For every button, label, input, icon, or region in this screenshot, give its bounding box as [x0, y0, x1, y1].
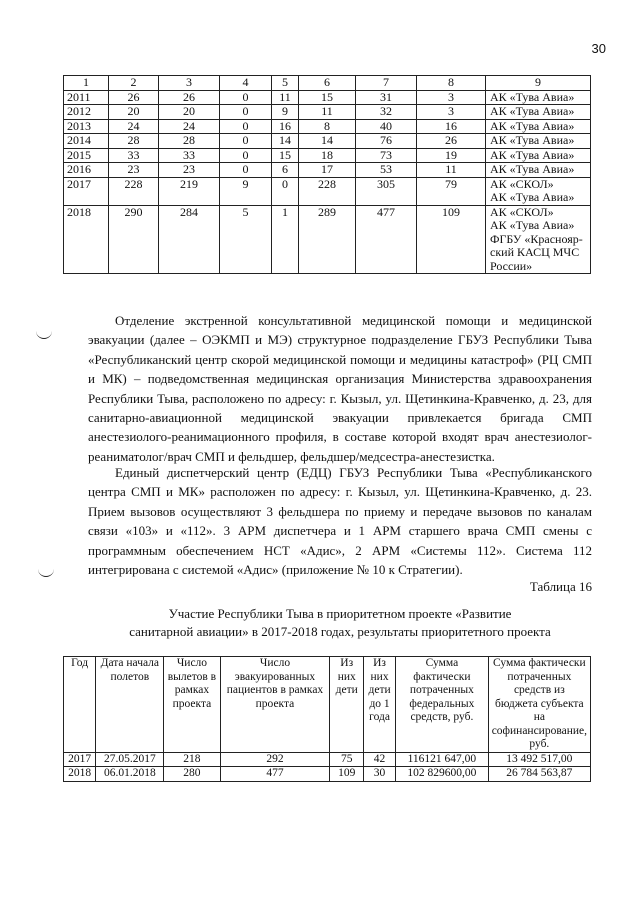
col-header: 1 — [64, 76, 109, 91]
table-cell: 76 — [356, 134, 417, 149]
operator-line: АК «СКОЛ» — [490, 204, 554, 219]
table-cell: 5 — [220, 205, 272, 274]
operator-cell — [486, 163, 591, 178]
table-cell: 73 — [356, 148, 417, 163]
table-cell: 20 — [159, 105, 220, 120]
table-cell: 228 — [299, 177, 356, 205]
table-cell: 23 — [109, 163, 159, 178]
col-header: Число вылетов в рамках проекта — [164, 657, 220, 753]
table-cell: 19 — [417, 148, 486, 163]
table-cell: 15 — [272, 148, 299, 163]
table-cell: 9 — [272, 105, 299, 120]
page-number: 30 — [591, 41, 606, 56]
table-cell: 79 — [417, 177, 486, 205]
paragraph-text: Отделение экстренной консультативной медицинской помощи и медицинской эвакуации (далее – ОЭКМП и МЭ) структурное подразделение ГБУЗ Республики Тыва «Республиканский центр скорой медицинской помощи и медицины катастроф» (РЦ СМП и МК) – подведомственная медицинская организация Министерства здравоохранения Республики Тыва, расположено по адресу: г. Кызыл, ул. Щетинкина-Кравченко, д. 23, для санитарно-авиационной медицинской эвакуации привлекается бригада СМП анестезиолого-реанимационного профиля, в составе которой входят врач анестезиолог-реаниматолог/врач СМП и фельдшер, фельдшер/медсестра-анестезистка. — [88, 313, 592, 464]
year-cell: 2017 — [64, 177, 109, 205]
table-row — [64, 105, 591, 120]
col-header: Год — [64, 657, 96, 753]
operator-cell — [486, 134, 591, 149]
table-cell: 9 — [220, 177, 272, 205]
table-caption — [100, 605, 580, 641]
col-header: Дата начала полетов — [96, 657, 164, 753]
table-cell: 0 — [272, 177, 299, 205]
table-cell: 0 — [220, 163, 272, 178]
table-row — [64, 163, 591, 178]
table-cell: 16 — [417, 119, 486, 134]
year-cell: 2014 — [64, 134, 109, 149]
aviation-stats-table — [63, 75, 591, 274]
table-cell: 0 — [220, 134, 272, 149]
table-cell: 2018 — [64, 767, 96, 782]
table-cell: 0 — [220, 90, 272, 105]
operator-cell — [486, 148, 591, 163]
caption-line: санитарной авиации» в 2017-2018 годах, результаты приоритетного проекта — [129, 624, 551, 639]
paragraph-edc — [88, 463, 592, 579]
table-cell: 20 — [109, 105, 159, 120]
col-header: Число эвакуированных пациентов в рамках проекта — [220, 657, 330, 753]
table-cell: 102 829600,00 — [396, 767, 489, 782]
table-cell: 3 — [417, 90, 486, 105]
table-cell: 30 — [364, 767, 396, 782]
operator-line: АК «Тува Авиа» — [490, 162, 575, 176]
year-cell: 2018 — [64, 205, 109, 274]
col-header: 6 — [299, 76, 356, 91]
table-cell: 42 — [364, 752, 396, 767]
table-cell: 26 — [109, 90, 159, 105]
year-cell: 2016 — [64, 163, 109, 178]
table-cell: 289 — [299, 205, 356, 274]
table-cell: 24 — [159, 119, 220, 134]
table-cell: 27.05.2017 — [96, 752, 164, 767]
table-cell: 0 — [220, 148, 272, 163]
col-header: 8 — [417, 76, 486, 91]
table-cell: 284 — [159, 205, 220, 274]
col-header: 9 — [486, 76, 591, 91]
table-cell: 14 — [299, 134, 356, 149]
table-cell: 8 — [299, 119, 356, 134]
table-cell: 24 — [109, 119, 159, 134]
table-cell: 28 — [159, 134, 220, 149]
table-cell: 477 — [220, 767, 330, 782]
table-header-row — [64, 657, 591, 753]
paragraph-text: Единый диспетчерский центр (ЕДЦ) ГБУЗ Республики Тыва «Республиканского центра СМП и МК» расположен по адресу: г. Кызыл, ул. Щетинкина-Кравченко, д. 23. Прием вызовов осуществляют 3 фельдшера по приему и передаче вызовов по каналам связи «103» и «112». 3 АРМ диспетчера и 1 АРМ старшего врача СМП смены с программным обеспечением НСТ «Адис», 2 АРМ «Системы 112». Система 112 интегрирована с системой «Адис» (приложение № 10 к Стратегии). — [88, 465, 592, 578]
table-cell: 32 — [356, 105, 417, 120]
table-cell: 40 — [356, 119, 417, 134]
table-cell: 116121 647,00 — [396, 752, 489, 767]
table-cell: 218 — [164, 752, 220, 767]
operator-cell — [486, 205, 591, 274]
year-cell: 2012 — [64, 105, 109, 120]
table-row — [64, 119, 591, 134]
table-row — [64, 752, 591, 767]
table-cell: 16 — [272, 119, 299, 134]
table-cell: 75 — [330, 752, 364, 767]
year-cell: 2011 — [64, 90, 109, 105]
table-cell: 18 — [299, 148, 356, 163]
table-cell: 11 — [299, 105, 356, 120]
table-cell: 292 — [220, 752, 330, 767]
table-row — [64, 767, 591, 782]
col-header: 3 — [159, 76, 220, 91]
operator-line: ский КАСЦ МЧС — [490, 245, 580, 259]
table-cell: 305 — [356, 177, 417, 205]
margin-mark — [38, 568, 54, 577]
operator-line: АК «Тува Авиа» — [490, 133, 575, 147]
table-cell: 31 — [356, 90, 417, 105]
operator-line: АК «Тува Авиа» — [490, 89, 575, 104]
operator-line: АК «Тува Авиа» — [490, 147, 575, 162]
col-header: Из них дети до 1 года — [364, 657, 396, 753]
margin-mark — [36, 330, 52, 339]
table-row — [64, 134, 591, 149]
operator-cell — [486, 119, 591, 134]
table-label: Таблица 16 — [529, 579, 592, 594]
operator-line: ФГБУ «Краснояр- — [490, 231, 583, 246]
table-cell: 53 — [356, 163, 417, 178]
operator-line: АК «Тува Авиа» — [490, 218, 575, 232]
table-cell: 26 — [159, 90, 220, 105]
table-cell: 280 — [164, 767, 220, 782]
col-header: 4 — [220, 76, 272, 91]
col-header: 7 — [356, 76, 417, 91]
table-cell: 11 — [417, 163, 486, 178]
table-cell: 26 784 563,87 — [488, 767, 590, 782]
operator-line: АК «СКОЛ» — [490, 176, 554, 191]
paragraph-oekmp — [88, 311, 592, 466]
priority-project-table — [63, 656, 591, 782]
table-cell: 109 — [417, 205, 486, 274]
col-header: Из них дети — [330, 657, 364, 753]
table-cell: 109 — [330, 767, 364, 782]
col-header: Сумма фактически потраченных федеральных средств, руб. — [396, 657, 489, 753]
table-cell: 3 — [417, 105, 486, 120]
table-cell: 2017 — [64, 752, 96, 767]
operator-line: АК «Тува Авиа» — [490, 118, 575, 133]
table-cell: 219 — [159, 177, 220, 205]
table-cell: 1 — [272, 205, 299, 274]
col-header: 5 — [272, 76, 299, 91]
operator-cell — [486, 177, 591, 205]
table-cell: 33 — [109, 148, 159, 163]
operator-line: России» — [490, 258, 533, 273]
table-row — [64, 205, 591, 274]
table-cell: 477 — [356, 205, 417, 274]
operator-cell — [486, 105, 591, 120]
table-cell: 11 — [272, 90, 299, 105]
table-cell: 33 — [159, 148, 220, 163]
caption-line: Участие Республики Тыва в приоритетном проекте «Развитие — [168, 606, 512, 621]
table-cell: 13 492 517,00 — [488, 752, 590, 767]
table-cell: 0 — [220, 105, 272, 120]
col-header: Сумма фактически потраченных средств из бюджета субъекта на софинансирование, руб. — [488, 657, 590, 753]
table-cell: 228 — [109, 177, 159, 205]
table-cell: 0 — [220, 119, 272, 134]
table-cell: 290 — [109, 205, 159, 274]
table-header-row — [64, 76, 591, 91]
table-cell: 28 — [109, 134, 159, 149]
table-cell: 15 — [299, 90, 356, 105]
operator-cell — [486, 90, 591, 105]
table-cell: 23 — [159, 163, 220, 178]
year-cell: 2013 — [64, 119, 109, 134]
table-cell: 26 — [417, 134, 486, 149]
table-cell: 17 — [299, 163, 356, 178]
table-row — [64, 177, 591, 205]
table-cell: 14 — [272, 134, 299, 149]
year-cell: 2015 — [64, 148, 109, 163]
table-cell: 6 — [272, 163, 299, 178]
operator-line: АК «Тува Авиа» — [490, 104, 575, 118]
col-header: 2 — [109, 76, 159, 91]
table-cell: 06.01.2018 — [96, 767, 164, 782]
table-row — [64, 90, 591, 105]
table-row — [64, 148, 591, 163]
operator-line: АК «Тува Авиа» — [490, 190, 575, 204]
